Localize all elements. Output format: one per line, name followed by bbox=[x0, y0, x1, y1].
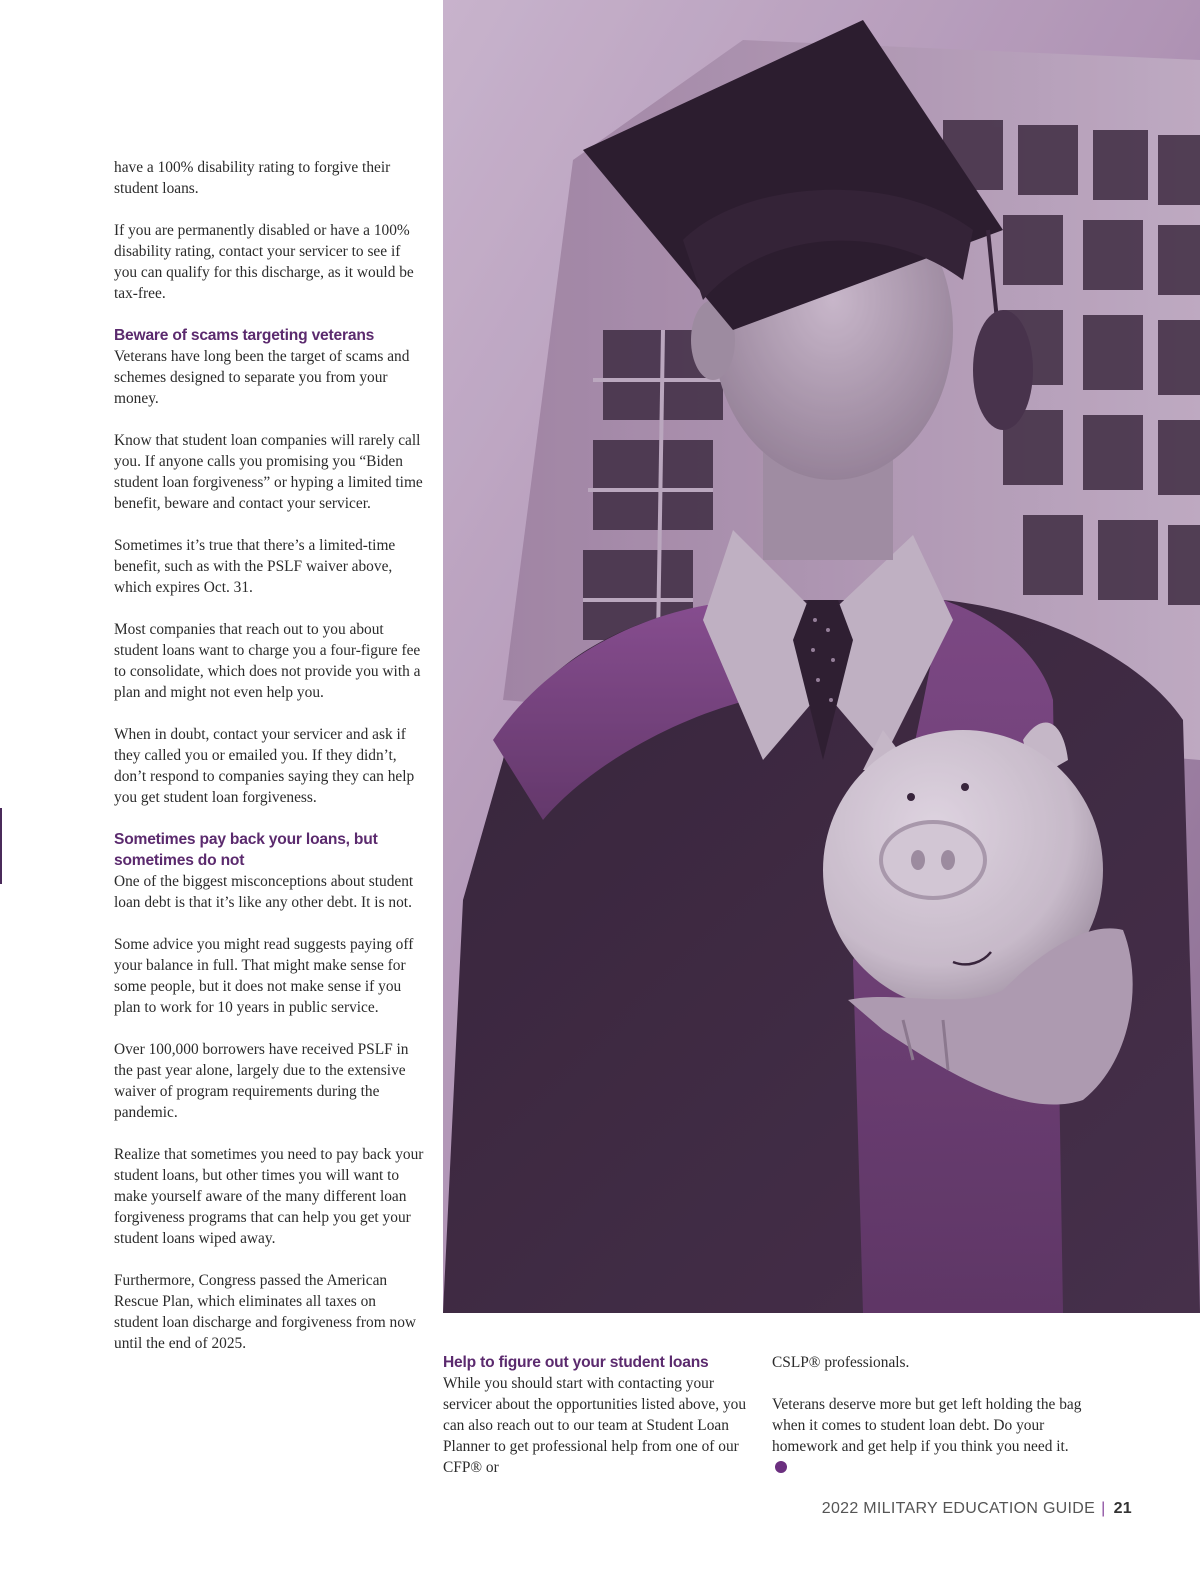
guide-title: 2022 MILITARY EDUCATION GUIDE bbox=[821, 1500, 1096, 1517]
paragraph: Over 100,000 borrowers have received PSLF in the past year alone, largely due to the extensive waiver of program requirements during the pandemic. bbox=[114, 1041, 409, 1121]
closing-paragraph bbox=[772, 1394, 1082, 1478]
end-mark-icon bbox=[775, 1461, 787, 1473]
margin-accent-bar bbox=[0, 808, 2, 884]
section-heading-help: Help to figure out your student loans bbox=[443, 1354, 709, 1371]
right-text-column bbox=[772, 1352, 1082, 1478]
paragraph: Veterans have long been the target of scams and schemes designed to separate you from your money. bbox=[114, 348, 410, 407]
section-heading-pay-back: Sometimes pay back your loans, but sometimes do not bbox=[114, 831, 378, 869]
paragraph: have a 100% disability rating to forgive their student loans. bbox=[114, 159, 391, 197]
paragraph: Realize that sometimes you need to pay back your student loans, but other times you will want to make yourself aware of the many different loan forgiveness programs that can help you get your student loans wiped away. bbox=[114, 1146, 424, 1247]
footer-separator: | bbox=[1101, 1500, 1106, 1517]
closing-text: Veterans deserve more but get left holding the bag when it comes to student loan debt. Do your homework and get help if you think you need it. bbox=[772, 1396, 1082, 1455]
graduate-piggy-bank-photo bbox=[443, 0, 1200, 1313]
paragraph: While you should start with contacting your servicer about the opportunities listed above, you can also reach out to our team at Student Loan Planner to get professional help from one of our CFP® or bbox=[443, 1375, 747, 1476]
paragraph: Know that student loan companies will rarely call you. If anyone calls you promising you “Biden student loan forgiveness” or hyping a limited time benefit, beware and contact your servicer. bbox=[114, 432, 423, 512]
page-footer bbox=[822, 1500, 1132, 1518]
paragraph: Sometimes it’s true that there’s a limited-time benefit, such as with the PSLF waiver above, which expires Oct. 31. bbox=[114, 537, 396, 596]
page-number: 21 bbox=[1113, 1500, 1132, 1517]
paragraph: Most companies that reach out to you about student loans want to charge you a four-figure fee to consolidate, which does not provide you with a plan and might not even help you. bbox=[114, 621, 421, 701]
paragraph: When in doubt, contact your servicer and ask if they called you or emailed you. If they didn’t, don’t respond to companies saying they can help you get student loan forgiveness. bbox=[114, 726, 415, 806]
left-text-column bbox=[114, 157, 424, 1354]
paragraph: Some advice you might read suggests paying off your balance in full. That might make sense for some people, but it does not make sense if you plan to work for 10 years in public service. bbox=[114, 936, 414, 1016]
section-heading-scams: Beware of scams targeting veterans bbox=[114, 327, 375, 344]
paragraph: If you are permanently disabled or have a 100% disability rating, contact your servicer to see if you can qualify for this discharge, as it would be tax-free. bbox=[114, 222, 414, 302]
paragraph: Furthermore, Congress passed the American Rescue Plan, which eliminates all taxes on student loan discharge and forgiveness from now until the end of 2025. bbox=[114, 1272, 417, 1352]
paragraph: CSLP® professionals. bbox=[772, 1354, 910, 1371]
middle-text-column bbox=[443, 1352, 755, 1478]
paragraph: One of the biggest misconceptions about student loan debt is that it’s like any other debt. It is not. bbox=[114, 873, 414, 911]
